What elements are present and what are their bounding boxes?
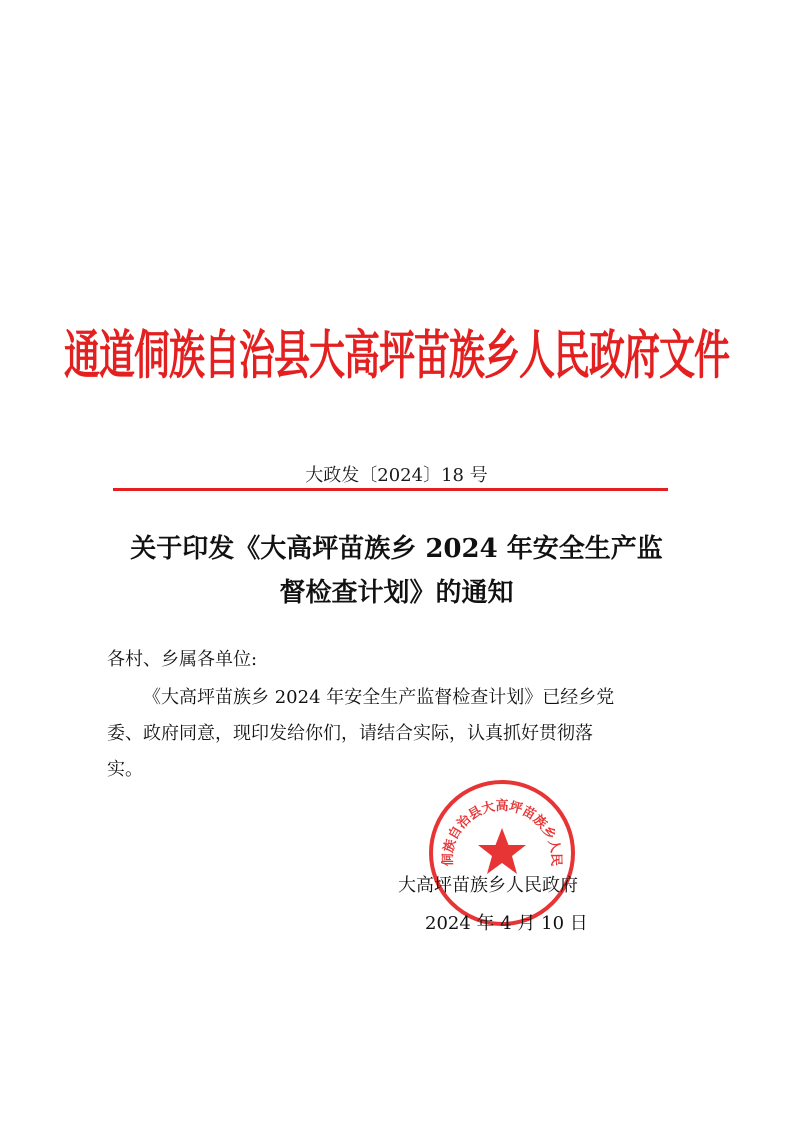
issuer-name: 大高坪苗族乡人民政府 — [398, 875, 578, 896]
body-line-3: 实。 — [107, 759, 143, 780]
seal-star-icon — [478, 828, 526, 874]
document-number: 大政发〔2024〕18 号 — [305, 465, 488, 486]
notice-title-line-2: 督检查计划》的通知 — [279, 578, 514, 608]
body-line-2: 委、政府同意，现印发给你们，请结合实际，认真抓好贯彻落 — [107, 723, 593, 744]
body-paragraph — [107, 680, 687, 788]
salutation: 各村、乡属各单位: — [107, 649, 258, 670]
notice-title-line-1: 关于印发《大高坪苗族乡 2024 年安全生产监 — [130, 534, 663, 564]
official-seal — [427, 778, 577, 928]
document-header-title: 通道侗族自治县大高坪苗族乡人民政府文件 — [63, 326, 729, 387]
red-divider-line — [113, 488, 668, 491]
body-line-1: 《大高坪苗族乡 2024 年安全生产监督检查计划》已经乡党 — [143, 687, 615, 708]
notice-title — [0, 527, 793, 615]
seal-text: 侗族自治县大高坪苗族乡人民 — [440, 799, 564, 867]
official-seal-graphic — [427, 778, 577, 928]
issue-date: 2024 年 4 月 10 日 — [425, 913, 588, 934]
